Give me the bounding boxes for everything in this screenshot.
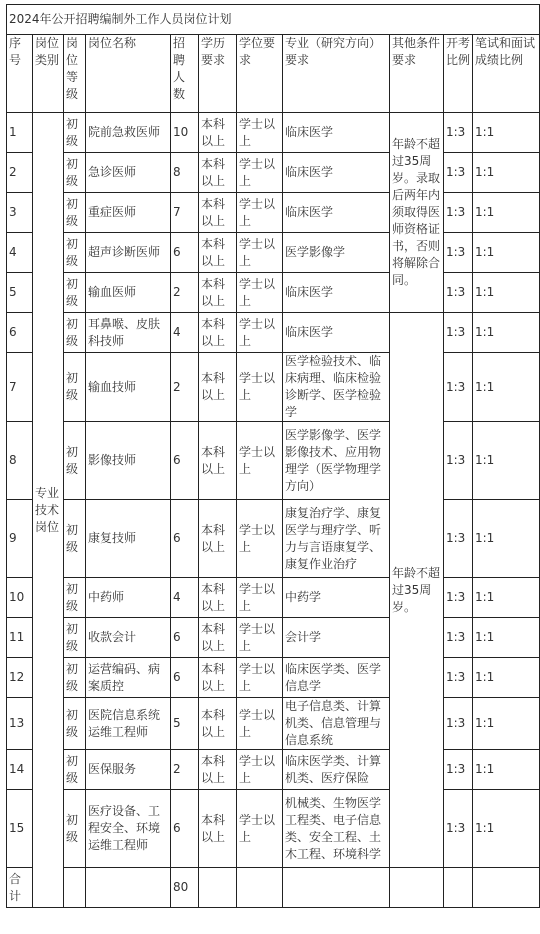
position-level: 初级 — [64, 273, 86, 313]
empty-cell — [86, 868, 171, 908]
title-row — [7, 5, 540, 35]
position-level: 初级 — [64, 578, 86, 618]
table-row — [7, 658, 540, 698]
degree-requirement: 学士以上 — [237, 422, 283, 500]
hire-count: 8 — [171, 153, 199, 193]
education-requirement: 本科以上 — [199, 353, 237, 422]
major-requirement: 中药学 — [283, 578, 390, 618]
degree-requirement: 学士以上 — [237, 273, 283, 313]
table-row — [7, 422, 540, 500]
position-name: 医保服务 — [86, 750, 171, 790]
row-number: 14 — [7, 750, 33, 790]
education-requirement: 本科以上 — [199, 273, 237, 313]
row-number: 9 — [7, 500, 33, 578]
major-requirement: 会计学 — [283, 618, 390, 658]
degree-requirement: 学士以上 — [237, 618, 283, 658]
row-number: 8 — [7, 422, 33, 500]
total-count: 80 — [171, 868, 199, 908]
hire-count: 6 — [171, 233, 199, 273]
row-number: 15 — [7, 790, 33, 868]
degree-requirement: 学士以上 — [237, 193, 283, 233]
major-requirement: 临床医学类、医学信息学 — [283, 658, 390, 698]
exam-ratio: 1:3 — [444, 750, 473, 790]
major-requirement: 电子信息类、计算机类、信息管理与信息系统 — [283, 698, 390, 750]
exam-ratio: 1:3 — [444, 422, 473, 500]
row-number: 3 — [7, 193, 33, 233]
score-ratio: 1:1 — [473, 500, 540, 578]
position-level: 初级 — [64, 790, 86, 868]
major-requirement: 临床医学 — [283, 273, 390, 313]
score-ratio: 1:1 — [473, 790, 540, 868]
table-row — [7, 153, 540, 193]
score-ratio: 1:1 — [473, 153, 540, 193]
position-name: 输血技师 — [86, 353, 171, 422]
row-number: 12 — [7, 658, 33, 698]
education-requirement: 本科以上 — [199, 153, 237, 193]
education-requirement: 本科以上 — [199, 113, 237, 153]
major-requirement: 医学影像学 — [283, 233, 390, 273]
row-number: 2 — [7, 153, 33, 193]
degree-requirement: 学士以上 — [237, 698, 283, 750]
major-requirement: 康复治疗学、康复医学与理疗学、听力与言语康复学、康复作业治疗 — [283, 500, 390, 578]
position-level: 初级 — [64, 698, 86, 750]
table-title: 2024年公开招聘编制外工作人员岗位计划 — [7, 5, 540, 35]
row-number: 13 — [7, 698, 33, 750]
empty-cell — [283, 868, 390, 908]
empty-cell — [64, 868, 86, 908]
position-name: 康复技师 — [86, 500, 171, 578]
position-name: 医院信息系统运维工程师 — [86, 698, 171, 750]
position-level: 初级 — [64, 500, 86, 578]
degree-requirement: 学士以上 — [237, 658, 283, 698]
empty-cell — [473, 868, 540, 908]
position-category: 专业技术岗位 — [33, 113, 64, 908]
position-level: 初级 — [64, 422, 86, 500]
degree-requirement: 学士以上 — [237, 790, 283, 868]
exam-ratio: 1:3 — [444, 698, 473, 750]
degree-requirement: 学士以上 — [237, 313, 283, 353]
exam-ratio: 1:3 — [444, 618, 473, 658]
row-number: 11 — [7, 618, 33, 658]
total-label: 合计 — [7, 868, 33, 908]
position-level: 初级 — [64, 750, 86, 790]
table-row — [7, 233, 540, 273]
exam-ratio: 1:3 — [444, 578, 473, 618]
position-name: 急诊医师 — [86, 153, 171, 193]
position-level: 初级 — [64, 233, 86, 273]
exam-ratio: 1:3 — [444, 353, 473, 422]
position-name: 输血医师 — [86, 273, 171, 313]
header-other-conditions: 其他条件要求 — [390, 35, 444, 113]
header-education: 学历要求 — [199, 35, 237, 113]
major-requirement: 临床医学 — [283, 193, 390, 233]
position-level: 初级 — [64, 353, 86, 422]
other-conditions-general: 年龄不超过35周岁。 — [390, 313, 444, 868]
education-requirement: 本科以上 — [199, 578, 237, 618]
degree-requirement: 学士以上 — [237, 353, 283, 422]
degree-requirement: 学士以上 — [237, 500, 283, 578]
degree-requirement: 学士以上 — [237, 578, 283, 618]
major-requirement: 临床医学 — [283, 153, 390, 193]
exam-ratio: 1:3 — [444, 273, 473, 313]
header-degree: 学位要求 — [237, 35, 283, 113]
table-row — [7, 193, 540, 233]
education-requirement: 本科以上 — [199, 422, 237, 500]
header-level: 岗位等级 — [64, 35, 86, 113]
major-requirement: 临床医学 — [283, 113, 390, 153]
degree-requirement: 学士以上 — [237, 153, 283, 193]
empty-cell — [390, 868, 444, 908]
score-ratio: 1:1 — [473, 422, 540, 500]
empty-cell — [237, 868, 283, 908]
major-requirement: 临床医学 — [283, 313, 390, 353]
position-name: 耳鼻喉、皮肤科技师 — [86, 313, 171, 353]
score-ratio: 1:1 — [473, 658, 540, 698]
hire-count: 2 — [171, 750, 199, 790]
row-number: 7 — [7, 353, 33, 422]
hire-count: 6 — [171, 790, 199, 868]
total-row — [7, 868, 540, 908]
position-name: 中药师 — [86, 578, 171, 618]
hire-count: 6 — [171, 618, 199, 658]
exam-ratio: 1:3 — [444, 790, 473, 868]
score-ratio: 1:1 — [473, 353, 540, 422]
other-conditions-doctors: 年龄不超过35周岁。录取后两年内须取得医师资格证书，否则将解除合同。 — [390, 113, 444, 313]
score-ratio: 1:1 — [473, 193, 540, 233]
major-requirement: 临床医学类、计算机类、医疗保险 — [283, 750, 390, 790]
table-row — [7, 618, 540, 658]
position-name: 影像技师 — [86, 422, 171, 500]
header-category: 岗位类别 — [33, 35, 64, 113]
exam-ratio: 1:3 — [444, 500, 473, 578]
major-requirement: 机械类、生物医学工程类、电子信息类、安全工程、土木工程、环境科学 — [283, 790, 390, 868]
header-score-ratio: 笔试和面试成绩比例 — [473, 35, 540, 113]
education-requirement: 本科以上 — [199, 233, 237, 273]
exam-ratio: 1:3 — [444, 153, 473, 193]
table-row — [7, 578, 540, 618]
score-ratio: 1:1 — [473, 113, 540, 153]
education-requirement: 本科以上 — [199, 618, 237, 658]
score-ratio: 1:1 — [473, 233, 540, 273]
hire-count: 5 — [171, 698, 199, 750]
position-name: 收款会计 — [86, 618, 171, 658]
score-ratio: 1:1 — [473, 273, 540, 313]
hire-count: 2 — [171, 353, 199, 422]
position-level: 初级 — [64, 313, 86, 353]
position-level: 初级 — [64, 153, 86, 193]
position-name: 运营编码、病案质控 — [86, 658, 171, 698]
hire-count: 4 — [171, 578, 199, 618]
education-requirement: 本科以上 — [199, 313, 237, 353]
header-major: 专业（研究方向）要求 — [283, 35, 390, 113]
exam-ratio: 1:3 — [444, 193, 473, 233]
table-row — [7, 313, 540, 353]
education-requirement: 本科以上 — [199, 750, 237, 790]
header-position-name: 岗位名称 — [86, 35, 171, 113]
score-ratio: 1:1 — [473, 750, 540, 790]
degree-requirement: 学士以上 — [237, 113, 283, 153]
position-level: 初级 — [64, 113, 86, 153]
hire-count: 10 — [171, 113, 199, 153]
row-number: 1 — [7, 113, 33, 153]
major-requirement: 医学影像学、医学影像技术、应用物理学（医学物理学方向） — [283, 422, 390, 500]
position-name: 院前急救医师 — [86, 113, 171, 153]
table-row — [7, 750, 540, 790]
hire-count: 6 — [171, 422, 199, 500]
table-row — [7, 790, 540, 868]
education-requirement: 本科以上 — [199, 500, 237, 578]
score-ratio: 1:1 — [473, 698, 540, 750]
table-row — [7, 273, 540, 313]
empty-cell — [444, 868, 473, 908]
score-ratio: 1:1 — [473, 578, 540, 618]
row-number: 5 — [7, 273, 33, 313]
header-row — [7, 35, 540, 113]
score-ratio: 1:1 — [473, 313, 540, 353]
row-number: 6 — [7, 313, 33, 353]
position-level: 初级 — [64, 618, 86, 658]
exam-ratio: 1:3 — [444, 113, 473, 153]
row-number: 10 — [7, 578, 33, 618]
table-row — [7, 353, 540, 422]
education-requirement: 本科以上 — [199, 790, 237, 868]
recruitment-plan-table — [6, 4, 540, 908]
degree-requirement: 学士以上 — [237, 233, 283, 273]
hire-count: 7 — [171, 193, 199, 233]
position-name: 超声诊断医师 — [86, 233, 171, 273]
header-exam-ratio: 开考比例 — [444, 35, 473, 113]
position-name: 医疗设备、工程安全、环境运维工程师 — [86, 790, 171, 868]
hire-count: 6 — [171, 500, 199, 578]
exam-ratio: 1:3 — [444, 233, 473, 273]
header-no: 序号 — [7, 35, 33, 113]
score-ratio: 1:1 — [473, 618, 540, 658]
exam-ratio: 1:3 — [444, 658, 473, 698]
position-level: 初级 — [64, 193, 86, 233]
education-requirement: 本科以上 — [199, 193, 237, 233]
empty-cell — [199, 868, 237, 908]
table-row — [7, 500, 540, 578]
degree-requirement: 学士以上 — [237, 750, 283, 790]
position-level: 初级 — [64, 658, 86, 698]
education-requirement: 本科以上 — [199, 658, 237, 698]
hire-count: 2 — [171, 273, 199, 313]
table-row — [7, 698, 540, 750]
education-requirement: 本科以上 — [199, 698, 237, 750]
table-row — [7, 113, 540, 153]
hire-count: 4 — [171, 313, 199, 353]
header-count: 招聘人数 — [171, 35, 199, 113]
exam-ratio: 1:3 — [444, 313, 473, 353]
major-requirement: 医学检验技术、临床病理、临床检验诊断学、医学检验学 — [283, 353, 390, 422]
row-number: 4 — [7, 233, 33, 273]
position-name: 重症医师 — [86, 193, 171, 233]
hire-count: 6 — [171, 658, 199, 698]
